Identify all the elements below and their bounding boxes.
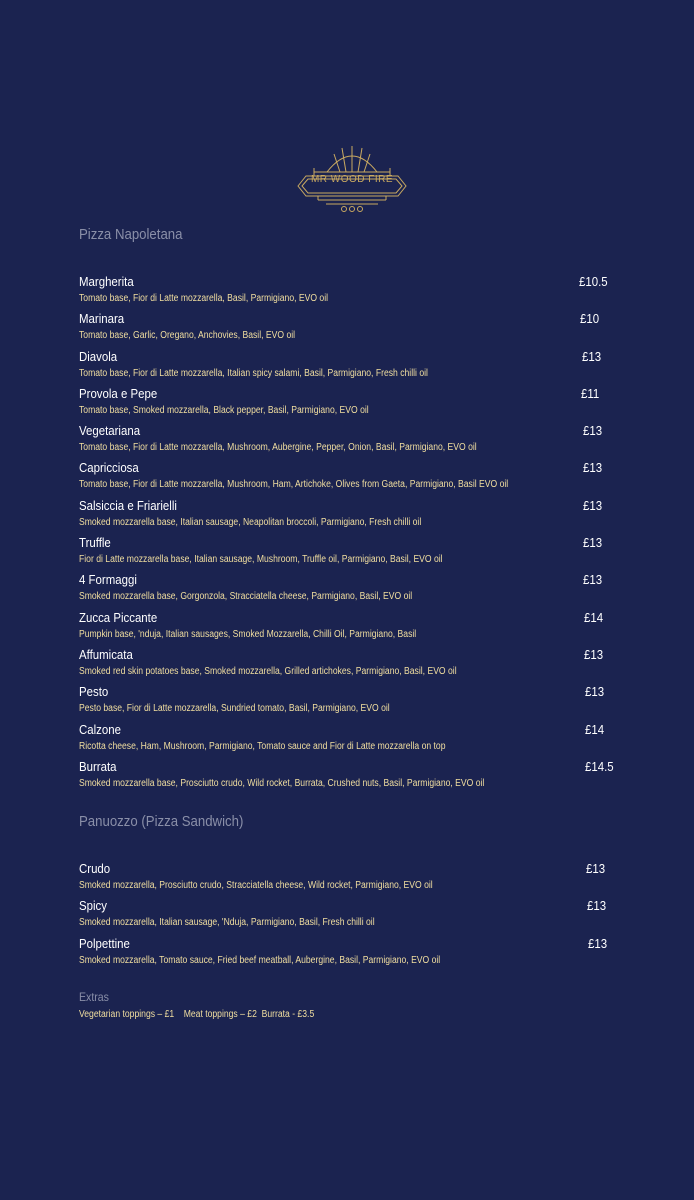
menu-item (79, 386, 619, 423)
item-price: £11 (581, 385, 600, 401)
menu-item (79, 722, 619, 759)
item-description: Tomato base, Fior di Latte mozzarella, Mushroom, Aubergine, Pepper, Onion, Basil, Parmigiano, EVO oil (79, 442, 477, 454)
item-description: Fior di Latte mozzarella base, Italian sausage, Mushroom, Truffle oil, Parmigiano, Basil, EVO oil (79, 554, 443, 566)
item-price: £13 (582, 348, 602, 364)
item-description: Tomato base, Fior di Latte mozzarella, Basil, Parmigiano, EVO oil (79, 293, 329, 304)
menu-item (79, 423, 619, 460)
item-name: Vegetariana (79, 423, 141, 439)
item-price: £13 (583, 423, 603, 439)
item-description: Pumpkin base, 'nduja, Italian sausages, Smoked Mozzarella, Chilli Oil, Parmigiano, Basil (79, 628, 417, 640)
item-description: Ricotta cheese, Ham, Mushroom, Parmigiano, Tomato sauce and Fior di Latte mozzarella on top (79, 740, 446, 752)
item-name: Affumicata (79, 646, 133, 662)
menu-item (79, 610, 619, 647)
item-price: £13 (588, 935, 608, 951)
menu-item (79, 311, 619, 348)
item-name: Pesto (79, 684, 109, 700)
item-description: Smoked mozzarella base, Gorgonzola, Stracciatella cheese, Parmigiano, Basil, EVO oil (79, 591, 413, 603)
menu-item (79, 498, 619, 535)
item-description: Smoked mozzarella, Tomato sauce, Fried beef meatball, Aubergine, Basil, Parmigiano, EVO oil (79, 954, 441, 966)
restaurant-logo (292, 142, 412, 214)
item-price: £13 (587, 898, 607, 914)
item-price: £10.5 (579, 274, 608, 289)
item-name: Capricciosa (79, 460, 139, 476)
item-name: Zucca Piccante (79, 609, 158, 625)
item-name: Provola e Pepe (79, 385, 158, 401)
item-price: £13 (583, 497, 603, 513)
menu-item (79, 460, 619, 497)
menu-item (79, 861, 619, 898)
extras-text: Vegetarian toppings – £1 Meat toppings – £2 Burrata - £3.5 (79, 1009, 315, 1020)
item-description: Smoked red skin potatoes base, Smoked mozzarella, Grilled artichokes, Parmigiano, Basil, EVO oil (79, 665, 457, 677)
item-description: Tomato base, Fior di Latte mozzarella, Italian spicy salami, Basil, Parmigiano, Fresh chilli oil (79, 367, 428, 379)
menu-item (79, 535, 619, 572)
item-name: Truffle (79, 535, 111, 551)
item-price: £13 (583, 535, 603, 551)
extras-title: Extras (79, 990, 109, 1004)
item-description: Smoked mozzarella base, Prosciutto crudo, Wild rocket, Burrata, Crushed nuts, Basil, Parmigiano, EVO oil (79, 777, 485, 789)
logo-text: MR WOOD FIRE (310, 174, 394, 185)
item-name: Spicy (79, 898, 107, 914)
menu-item (79, 684, 619, 721)
item-description: Tomato base, Fior di Latte mozzarella, Mushroom, Ham, Artichoke, Olives from Gaeta, Parmigiano, Basil EVO oil (79, 479, 509, 491)
item-description: Tomato base, Garlic, Oregano, Anchovies, Basil, EVO oil (79, 330, 296, 342)
item-description: Smoked mozzarella base, Italian sausage, Neapolitan broccoli, Parmigiano, Fresh chilli oil (79, 516, 422, 528)
item-name: Diavola (79, 348, 118, 364)
item-name: Salsiccia e Friarielli (79, 497, 177, 513)
pizza-napoletana-list (79, 274, 619, 796)
item-price: £13 (586, 861, 606, 876)
item-name: Marinara (79, 311, 125, 327)
item-description: Pesto base, Fior di Latte mozzarella, Sundried tomato, Basil, Parmigiano, EVO oil (79, 703, 390, 715)
menu-item (79, 572, 619, 609)
item-name: 4 Formaggi (79, 572, 137, 588)
section-title-pizza-napoletana: Pizza Napoletana (79, 226, 183, 243)
item-price: £13 (583, 460, 603, 476)
item-name: Polpettine (79, 935, 130, 951)
menu-item (79, 898, 619, 935)
menu-item (79, 647, 619, 684)
item-price: £14 (584, 609, 604, 625)
item-price: £14.5 (585, 758, 614, 774)
item-name: Margherita (79, 274, 134, 289)
item-name: Crudo (79, 861, 111, 876)
item-price: £10 (580, 311, 600, 327)
item-price: £14 (585, 721, 605, 737)
item-description: Smoked mozzarella, Italian sausage, 'Nduja, Parmigiano, Basil, Fresh chilli oil (79, 917, 375, 929)
menu-item (79, 936, 619, 973)
menu-item (79, 274, 619, 311)
item-description: Tomato base, Smoked mozzarella, Black pepper, Basil, Parmigiano, EVO oil (79, 404, 369, 416)
item-price: £13 (583, 572, 603, 588)
item-price: £13 (585, 684, 605, 700)
item-description: Smoked mozzarella, Prosciutto crudo, Stracciatella cheese, Wild rocket, Parmigiano, EVO oil (79, 880, 433, 891)
menu-item (79, 349, 619, 386)
item-price: £13 (584, 646, 604, 662)
section-title-panuozzo: Panuozzo (Pizza Sandwich) (79, 813, 244, 830)
item-name: Burrata (79, 758, 117, 774)
item-name: Calzone (79, 721, 121, 737)
panuozzo-list (79, 861, 619, 973)
menu-item (79, 759, 619, 796)
